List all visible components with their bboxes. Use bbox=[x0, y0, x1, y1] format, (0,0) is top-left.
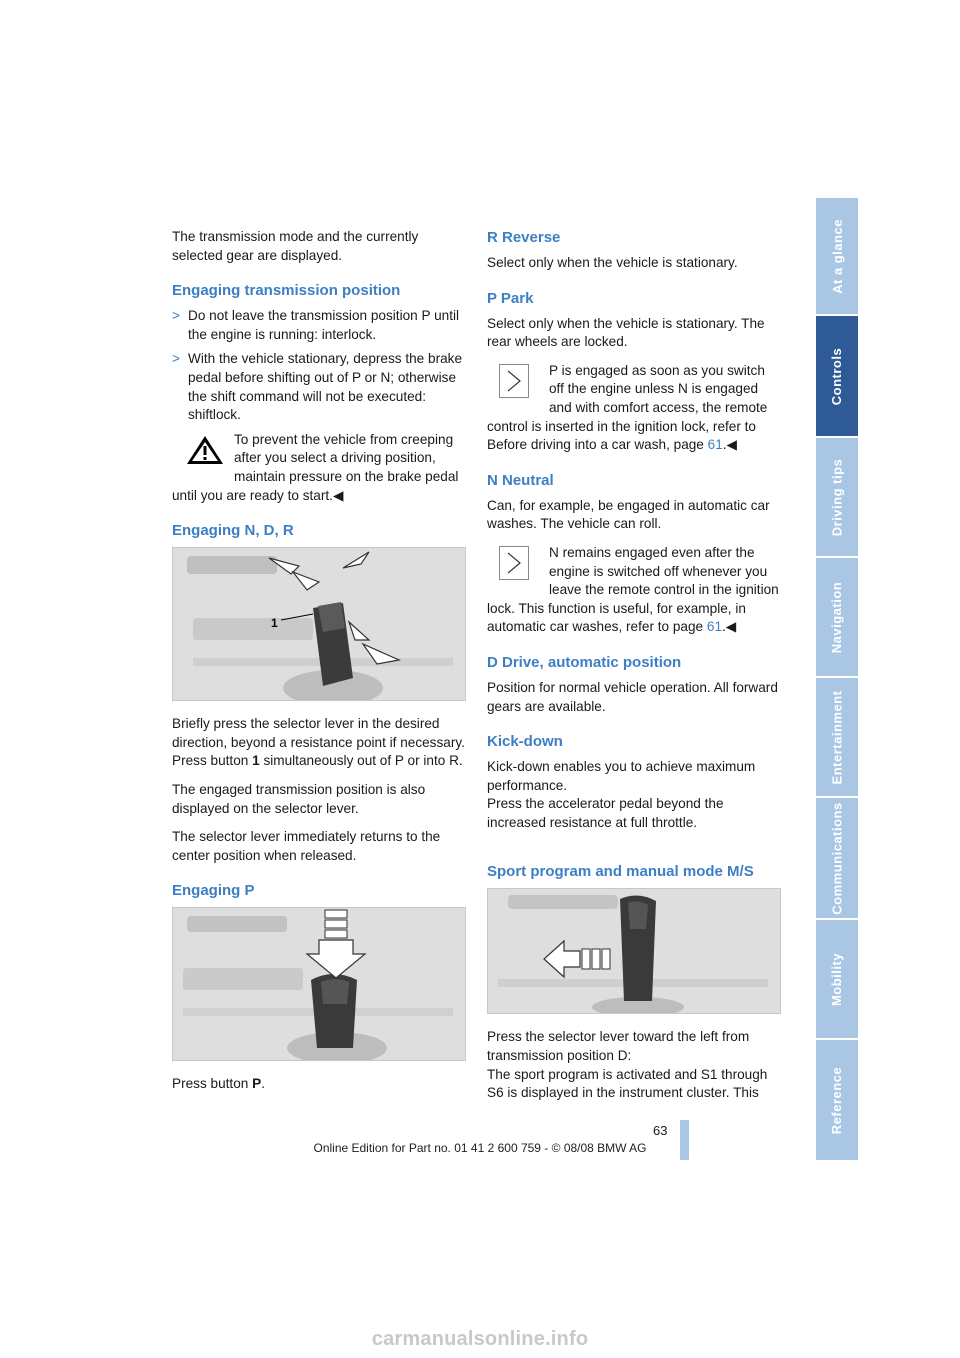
tab-at-a-glance[interactable]: At a glance bbox=[816, 198, 858, 314]
figure-selector-lever-p bbox=[172, 907, 466, 1061]
tab-driving-tips[interactable]: Driving tips bbox=[816, 438, 858, 556]
watermark: carmanualsonline.info bbox=[371, 1328, 589, 1350]
selector-lever-p-illustration bbox=[173, 908, 465, 1060]
kickdown-text-1: Kick-down enables you to achieve maximum performance. bbox=[487, 759, 756, 793]
note-arrow-icon bbox=[499, 364, 541, 398]
bullet-interlock: > Do not leave the transmission position P until the engine is running: interlock. bbox=[172, 308, 460, 342]
heading-park: P Park bbox=[487, 289, 534, 307]
heading-engaging-ndr: Engaging N, D, R bbox=[172, 522, 294, 540]
tab-mobility[interactable]: Mobility bbox=[816, 920, 858, 1038]
kickdown-text-2: Press the accelerator pedal beyond the increased resistance at full throttle. bbox=[487, 796, 724, 830]
page-number: 63 bbox=[653, 1123, 668, 1138]
drive-text: Position for normal vehicle operation. All forward gears are available. bbox=[487, 679, 778, 714]
tab-navigation[interactable]: Navigation bbox=[816, 558, 858, 676]
footer-text: Online Edition for Part no. 01 41 2 600 759 - © 08/08 BMW AG bbox=[313, 1141, 647, 1155]
heading-sport: Sport program and manual mode M/S bbox=[487, 863, 754, 881]
neutral-note: N remains engaged even after the engine is switched off whenever you leave the remote control in the ignition lock. This function is useful, for example, in automatic car washes, refer to page 61.◀ bbox=[487, 544, 779, 635]
heading-engaging-p: Engaging P bbox=[172, 882, 255, 900]
heading-drive: D Drive, automatic position bbox=[487, 653, 682, 671]
heading-kickdown: Kick-down bbox=[487, 733, 563, 751]
page-link-61[interactable]: 61 bbox=[706, 619, 723, 635]
tab-entertainment[interactable]: Entertainment bbox=[816, 678, 858, 796]
p-para: Press button P. bbox=[172, 1076, 265, 1092]
tab-reference[interactable]: Reference bbox=[816, 1040, 858, 1160]
right-column bbox=[487, 228, 782, 1113]
neutral-text: Can, for example, be engaged in automatic car washes. The vehicle can roll. bbox=[487, 497, 770, 532]
heading-neutral: N Neutral bbox=[487, 471, 554, 489]
selector-lever-ndr-illustration bbox=[173, 548, 465, 700]
left-column bbox=[172, 228, 467, 1104]
sport-text-2: The sport program is activated and S1 through S6 is displayed in the instrument cluster. This bbox=[487, 1066, 768, 1101]
ndr-para-1: Briefly press the selector lever in the desired direction, beyond a resistance point if necessary. Press button 1 simultaneously out of P or into R. bbox=[172, 716, 465, 769]
bullet-mark: > bbox=[172, 308, 180, 324]
park-note: P is engaged as soon as you switch off the engine unless N is engaged and with comfort access, the remote control is inserted in the ignition lock, refer to Before driving into a car wash, page 61.◀ bbox=[487, 362, 768, 453]
heading-reverse: R Reverse bbox=[487, 229, 561, 246]
tab-communications[interactable]: Communications bbox=[816, 798, 858, 918]
bullet-shiftlock: > With the vehicle stationary, depress the brake pedal before shifting out of P or N; otherwise the shift command will not be executed: shiftlock. bbox=[172, 351, 463, 423]
page-link-61[interactable]: 61 bbox=[707, 437, 723, 453]
warning-note: To prevent the vehicle from creeping after you select a driving position, maintain pressure on the brake pedal until you are ready to start.◀ bbox=[172, 431, 459, 503]
ndr-para-2: The engaged transmission position is also displayed on the selector lever. bbox=[172, 781, 426, 816]
selector-lever-ms-illustration bbox=[488, 889, 780, 1013]
figure-selector-lever-ms bbox=[487, 888, 781, 1014]
reverse-text: Select only when the vehicle is stationary. bbox=[487, 255, 738, 270]
note-arrow-icon bbox=[499, 546, 541, 580]
chapter-tabs bbox=[816, 198, 858, 1160]
warning-triangle-icon bbox=[184, 433, 226, 467]
ndr-para-3: The selector lever immediately returns to the center position when released. bbox=[172, 829, 441, 863]
intro-text: The transmission mode and the currently selected gear are displayed. bbox=[172, 229, 419, 263]
park-text: Select only when the vehicle is stationary. The rear wheels are locked. bbox=[487, 315, 765, 350]
bullet-mark: > bbox=[172, 351, 180, 367]
sport-text-1: Press the selector lever toward the left from transmission position D: bbox=[487, 1029, 750, 1064]
heading-engaging-position: Engaging transmission position bbox=[172, 282, 401, 300]
tab-controls[interactable]: Controls bbox=[816, 316, 858, 436]
callout-1: 1 bbox=[271, 616, 278, 631]
figure-selector-lever-ndr bbox=[172, 547, 466, 701]
